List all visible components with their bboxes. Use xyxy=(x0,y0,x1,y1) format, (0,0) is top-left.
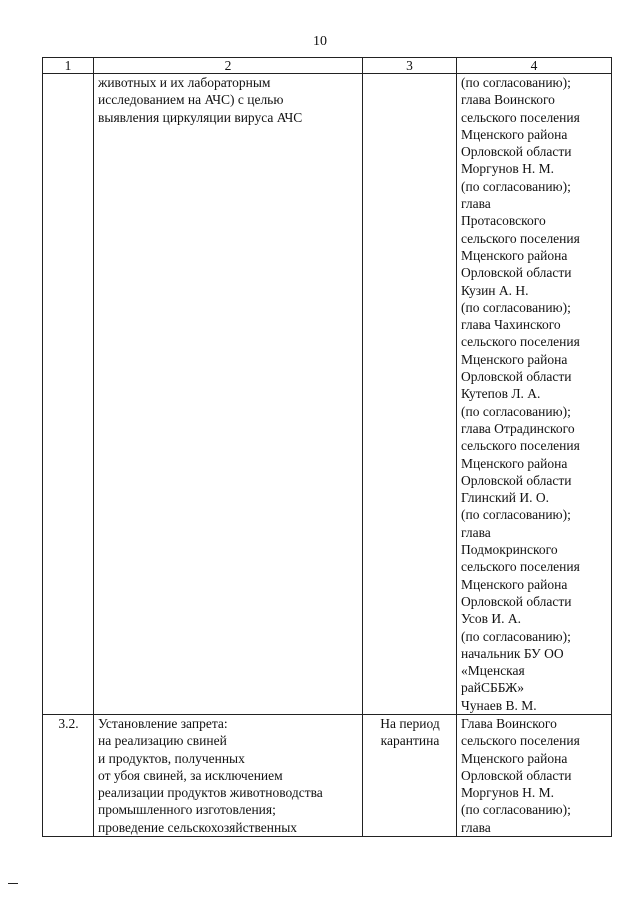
text-line: сельского поселения xyxy=(461,109,580,125)
text-line: Усов И. А. xyxy=(461,611,522,627)
margin-mark xyxy=(8,883,18,884)
table-row-3-2 xyxy=(43,714,612,836)
text-line: Протасовского xyxy=(461,213,546,229)
text-line: Установление запрета: xyxy=(98,715,228,731)
text-line: сельского поселения xyxy=(461,733,580,749)
text-line: (по согласованию); xyxy=(461,299,571,315)
header-col-1: 1 xyxy=(43,58,94,74)
text-line: сельского поселения xyxy=(461,438,580,454)
text-line: райСББЖ» xyxy=(461,680,524,696)
responsible-cell xyxy=(457,714,612,836)
text-line: Моргунов Н. М. xyxy=(461,785,555,801)
text-line: (по согласованию); xyxy=(461,75,571,90)
text-line: Моргунов Н. М. xyxy=(461,161,555,177)
text-line: глава Чахинского xyxy=(461,317,561,333)
text-line: Орловской области xyxy=(461,593,572,609)
text-line: Орловской области xyxy=(461,144,572,160)
text-line: глава xyxy=(461,196,491,212)
text-line: Кутепов Л. А. xyxy=(461,386,541,402)
text-line: (по согласованию); xyxy=(461,403,571,419)
text-line: (по согласованию); xyxy=(461,628,571,644)
text-line: промышленного изготовления; xyxy=(98,802,276,818)
text-line: животных и их лабораторным xyxy=(98,75,271,90)
text-line: (по согласованию); xyxy=(461,178,571,194)
text-line: глава xyxy=(461,819,491,835)
text-line: Чунаев В. М. xyxy=(461,697,537,713)
text-line: сельского поселения xyxy=(461,334,580,350)
text-line: Мценского района xyxy=(461,247,568,263)
table-header-row xyxy=(43,58,612,74)
text-line: глава Отрадинского xyxy=(461,420,575,436)
header-col-4: 4 xyxy=(457,58,612,74)
text-line: Мценского района xyxy=(461,455,568,471)
text-line: Кузин А. Н. xyxy=(461,282,529,298)
header-col-3: 3 xyxy=(363,58,457,74)
text-line: Подмокринского xyxy=(461,542,558,558)
text-line: реализации продуктов животноводства xyxy=(98,785,323,801)
text-line: Орловской области xyxy=(461,369,572,385)
responsible-cell xyxy=(457,74,612,715)
text-line: глава Воинского xyxy=(461,92,555,108)
measure-cell xyxy=(94,74,363,715)
text-line: Мценского района xyxy=(461,750,568,766)
text-line: и продуктов, полученных xyxy=(98,750,245,766)
text-line: на реализацию свиней xyxy=(98,733,227,749)
text-line: сельского поселения xyxy=(461,230,580,246)
period-cell xyxy=(363,74,457,715)
text-line: Мценского района xyxy=(461,576,568,592)
text-line: Орловской области xyxy=(461,767,572,783)
header-col-2: 2 xyxy=(94,58,363,74)
text-line: (по согласованию); xyxy=(461,507,571,523)
row-number: 3.2. xyxy=(43,714,94,836)
text-line: от убоя свиней, за исключением xyxy=(98,767,283,783)
text-line: «Мценская xyxy=(461,663,525,679)
text-line: Глава Воинского xyxy=(461,715,557,731)
measures-table xyxy=(42,57,612,837)
text-line: Орловской области xyxy=(461,472,572,488)
text-line: (по согласованию); xyxy=(461,802,571,818)
text-line: исследованием на АЧС) с целью xyxy=(98,92,284,108)
row-number xyxy=(43,74,94,715)
text-line: На период xyxy=(380,715,440,731)
period-cell xyxy=(363,714,457,836)
page-number: 10 xyxy=(313,34,327,49)
text-line: Орловской области xyxy=(461,265,572,281)
text-line: выявления циркуляции вируса АЧС xyxy=(98,109,303,125)
measure-cell xyxy=(94,714,363,836)
text-line: сельского поселения xyxy=(461,559,580,575)
text-line: Мценского района xyxy=(461,126,568,142)
text-line: проведение сельскохозяйственных xyxy=(98,819,298,835)
text-line: глава xyxy=(461,524,491,540)
text-line: Глинский И. О. xyxy=(461,490,549,506)
text-line: начальник БУ ОО xyxy=(461,645,564,661)
text-line: карантина xyxy=(380,733,440,749)
table-row-continued xyxy=(43,74,612,715)
text-line: Мценского района xyxy=(461,351,568,367)
